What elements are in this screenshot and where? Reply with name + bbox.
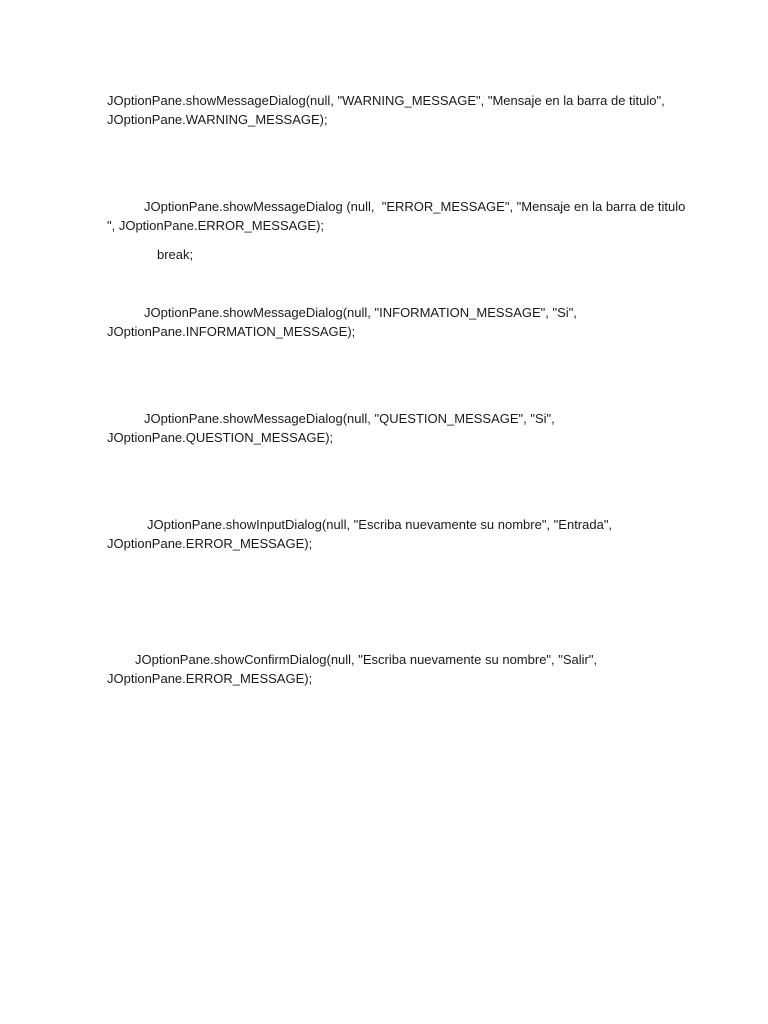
code-line-information-type: JOptionPane.INFORMATION_MESSAGE); [107,324,356,339]
code-line-warning-call: JOptionPane.showMessageDialog(null, "WARNING_MESSAGE", "Mensaje en la barra de titulo", [107,93,665,108]
code-line-confirm-dialog-type: JOptionPane.ERROR_MESSAGE); [107,671,313,686]
code-line-error-call: JOptionPane.showMessageDialog (null, "ERROR_MESSAGE", "Mensaje en la barra de titulo [144,199,686,214]
code-line-confirm-dialog-call: JOptionPane.showConfirmDialog(null, "Escriba nuevamente su nombre", "Salir", [135,652,598,667]
code-line-question-call: JOptionPane.showMessageDialog(null, "QUESTION_MESSAGE", "Si", [144,411,555,426]
code-line-input-dialog-call: JOptionPane.showInputDialog(null, "Escriba nuevamente su nombre", "Entrada", [147,517,613,532]
code-line-error-type: ", JOptionPane.ERROR_MESSAGE); [107,218,325,233]
code-line-warning-type: JOptionPane.WARNING_MESSAGE); [107,112,328,127]
code-line-break: break; [157,247,194,262]
code-line-question-type: JOptionPane.QUESTION_MESSAGE); [107,430,334,445]
code-line-input-dialog-type: JOptionPane.ERROR_MESSAGE); [107,536,313,551]
code-line-information-call: JOptionPane.showMessageDialog(null, "INFORMATION_MESSAGE", "Si", [144,305,577,320]
